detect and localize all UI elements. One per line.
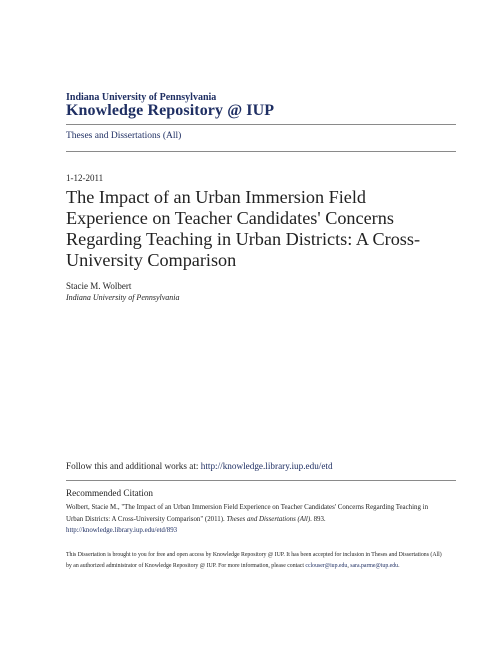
author-name: Stacie M. Wolbert: [66, 281, 132, 291]
citation-text-before: Wolbert, Stacie M., "The Impact of an Urban Immersion Field Experience on Teacher Candidates' Concerns Regarding Teaching in Urban Districts: A Cross-University Comparison" (2011).: [66, 504, 429, 523]
citation-text-after: . 893.: [310, 515, 326, 523]
contact-email-2[interactable]: sara.parme@iup.edu: [350, 562, 399, 569]
recommended-citation-heading: Recommended Citation: [66, 488, 154, 498]
follow-line: [66, 461, 333, 471]
collection-link[interactable]: Theses and Dissertations (All): [66, 131, 182, 141]
document-title: The Impact of an Urban Immersion Field Experience on Teacher Candidates' Concerns Regarding Teaching in Urban Districts: A Cross-University Comparison: [66, 187, 421, 270]
repository-name[interactable]: Knowledge Repository @ IUP: [66, 102, 275, 119]
author-affiliation: Indiana University of Pennsylvania: [66, 293, 180, 302]
citation-divider: [66, 480, 456, 481]
citation-text: [66, 502, 446, 537]
contact-email-1[interactable]: cclouser@iup.edu: [305, 562, 348, 569]
collection-divider: [66, 151, 456, 152]
publication-date: 1-12-2011: [66, 173, 104, 183]
university-name: Indiana University of Pennsylvania: [66, 92, 217, 103]
notice-text-after: .: [398, 562, 400, 569]
header-divider: [66, 124, 456, 125]
notice-separator: ,: [347, 562, 351, 569]
citation-link[interactable]: http://knowledge.library.iup.edu/etd/893: [66, 527, 178, 534]
follow-link[interactable]: http://knowledge.library.iup.edu/etd: [200, 461, 333, 471]
follow-text: Follow this and additional works at:: [66, 461, 201, 471]
notice-text-before: This Dissertation is brought to you for free and open access by Knowledge Repository @ IUP. It has been accepted for inclusion in Theses and Dissertations (All) by an authorized administrator of Knowledge Repository @ IUP. For more information, please contact: [66, 552, 442, 569]
citation-series: Theses and Dissertations (All): [226, 515, 311, 523]
access-notice: [66, 550, 444, 571]
